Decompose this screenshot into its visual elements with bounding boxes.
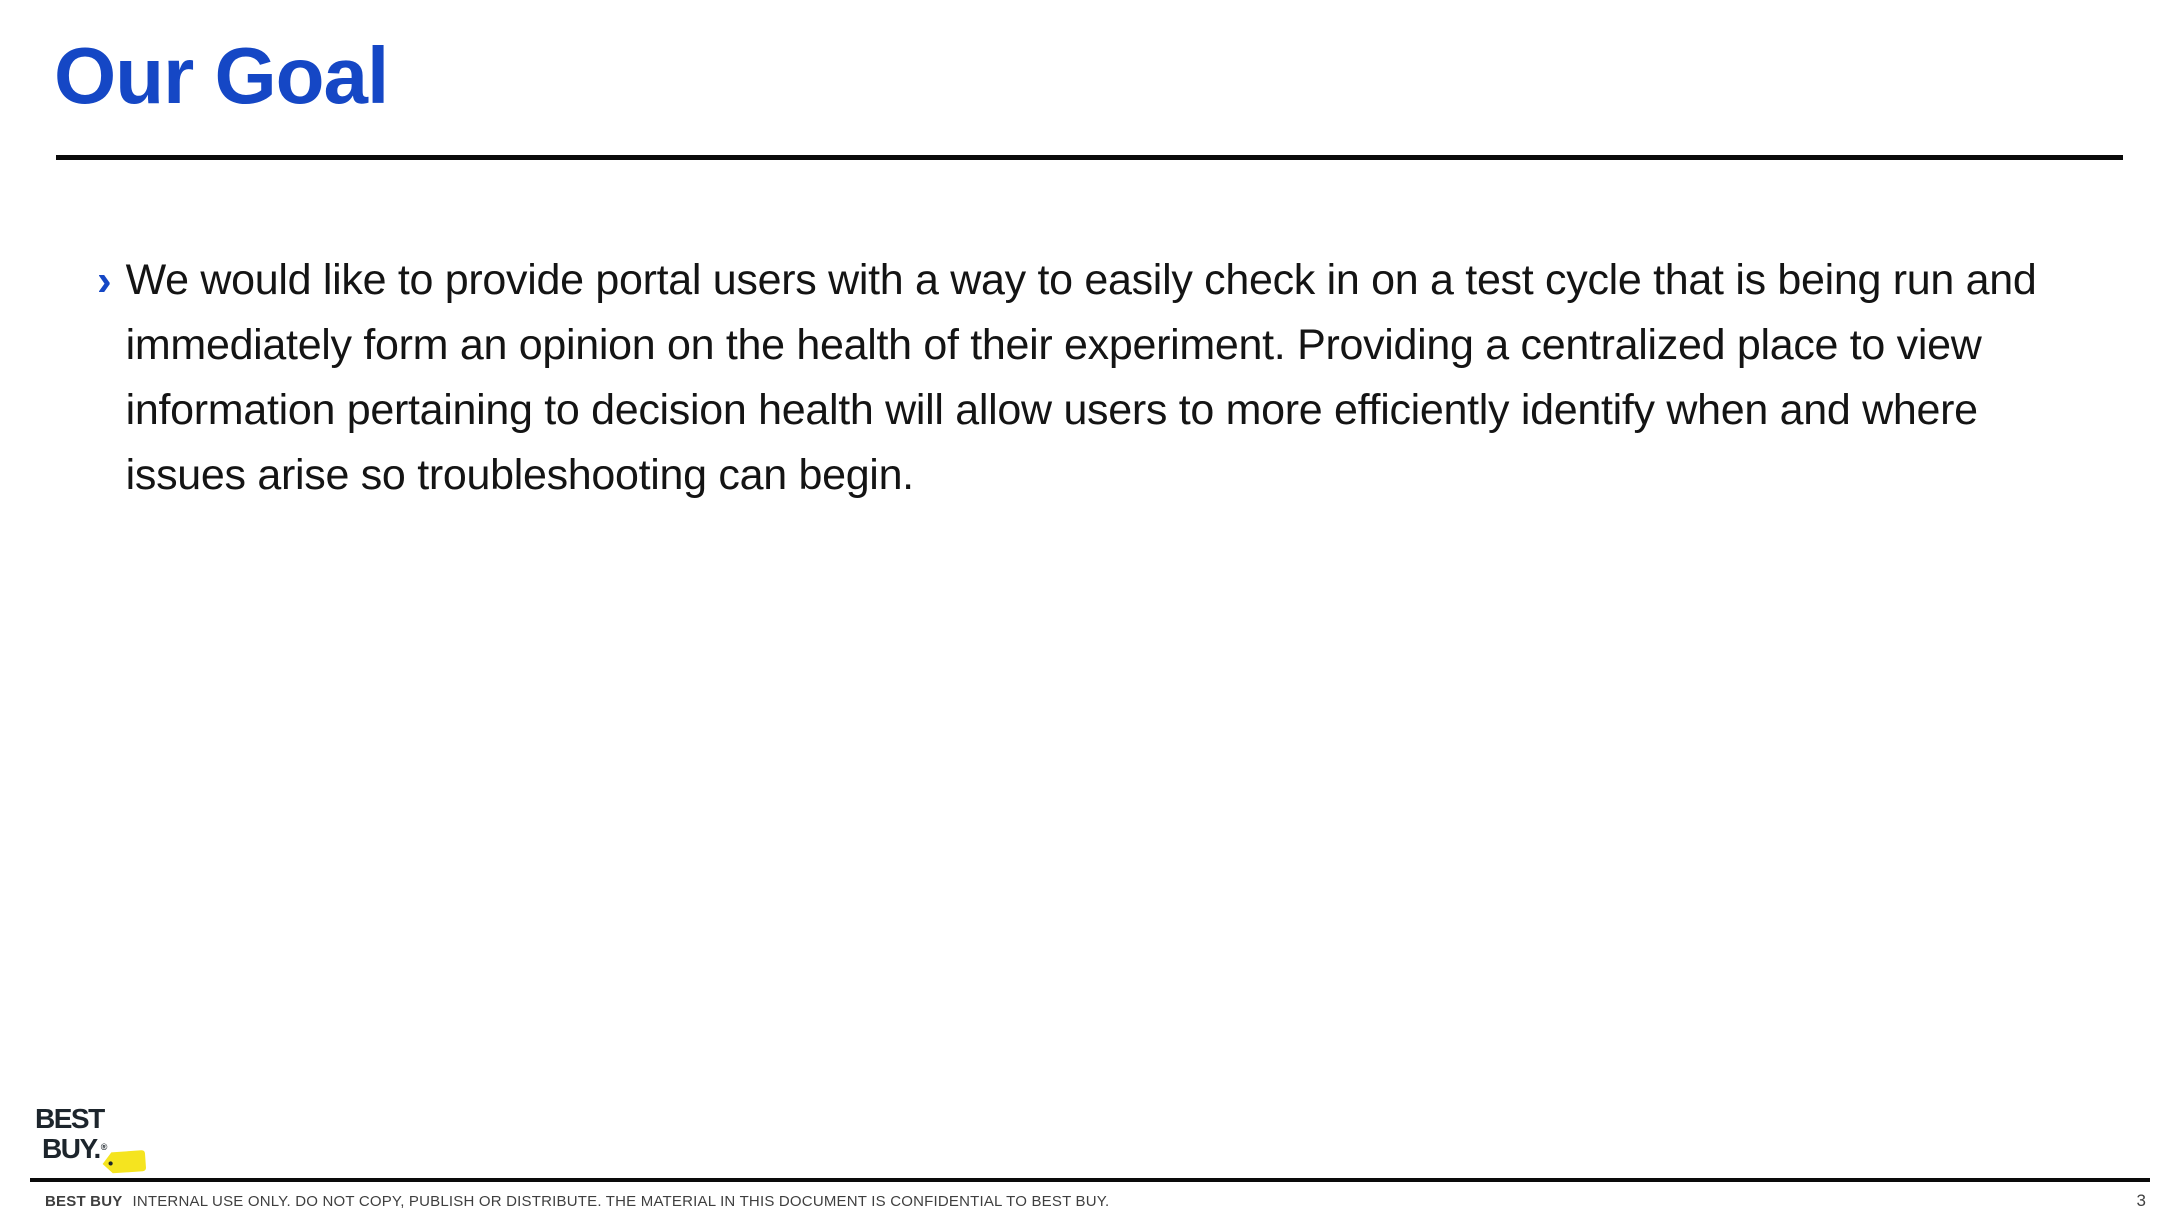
page-number: 3 bbox=[2136, 1191, 2146, 1210]
body-text-block bbox=[97, 248, 2107, 508]
best-buy-logo bbox=[35, 1104, 145, 1174]
bullet-arrow-icon: › bbox=[97, 256, 112, 305]
footer-disclaimer bbox=[45, 1193, 1109, 1210]
footer-brand: BEST BUY bbox=[45, 1193, 123, 1210]
logo-word-buy-text: BUY. bbox=[42, 1133, 100, 1164]
page-title: Our Goal bbox=[54, 31, 389, 120]
goal-paragraph: We would like to provide portal users with a way to easily check in on a test cycle that is being run and immediately form an opinion on the health of their experiment. Providing a centralized place to view information pertaining to decision health will allow users to more efficiently identify when and where issues arise so troubleshooting can begin. bbox=[125, 256, 2037, 499]
footer-divider bbox=[30, 1178, 2150, 1182]
title-divider bbox=[56, 155, 2123, 160]
bullet-item bbox=[97, 248, 2107, 508]
logo-word-best: BEST bbox=[35, 1103, 104, 1134]
registered-mark: ® bbox=[100, 1142, 106, 1152]
price-tag-icon bbox=[100, 1146, 148, 1176]
footer-disclaimer-text: INTERNAL USE ONLY. DO NOT COPY, PUBLISH OR DISTRIBUTE. THE MATERIAL IN THIS DOCUMENT IS CONFIDENTIAL TO BEST BUY. bbox=[132, 1193, 1110, 1210]
